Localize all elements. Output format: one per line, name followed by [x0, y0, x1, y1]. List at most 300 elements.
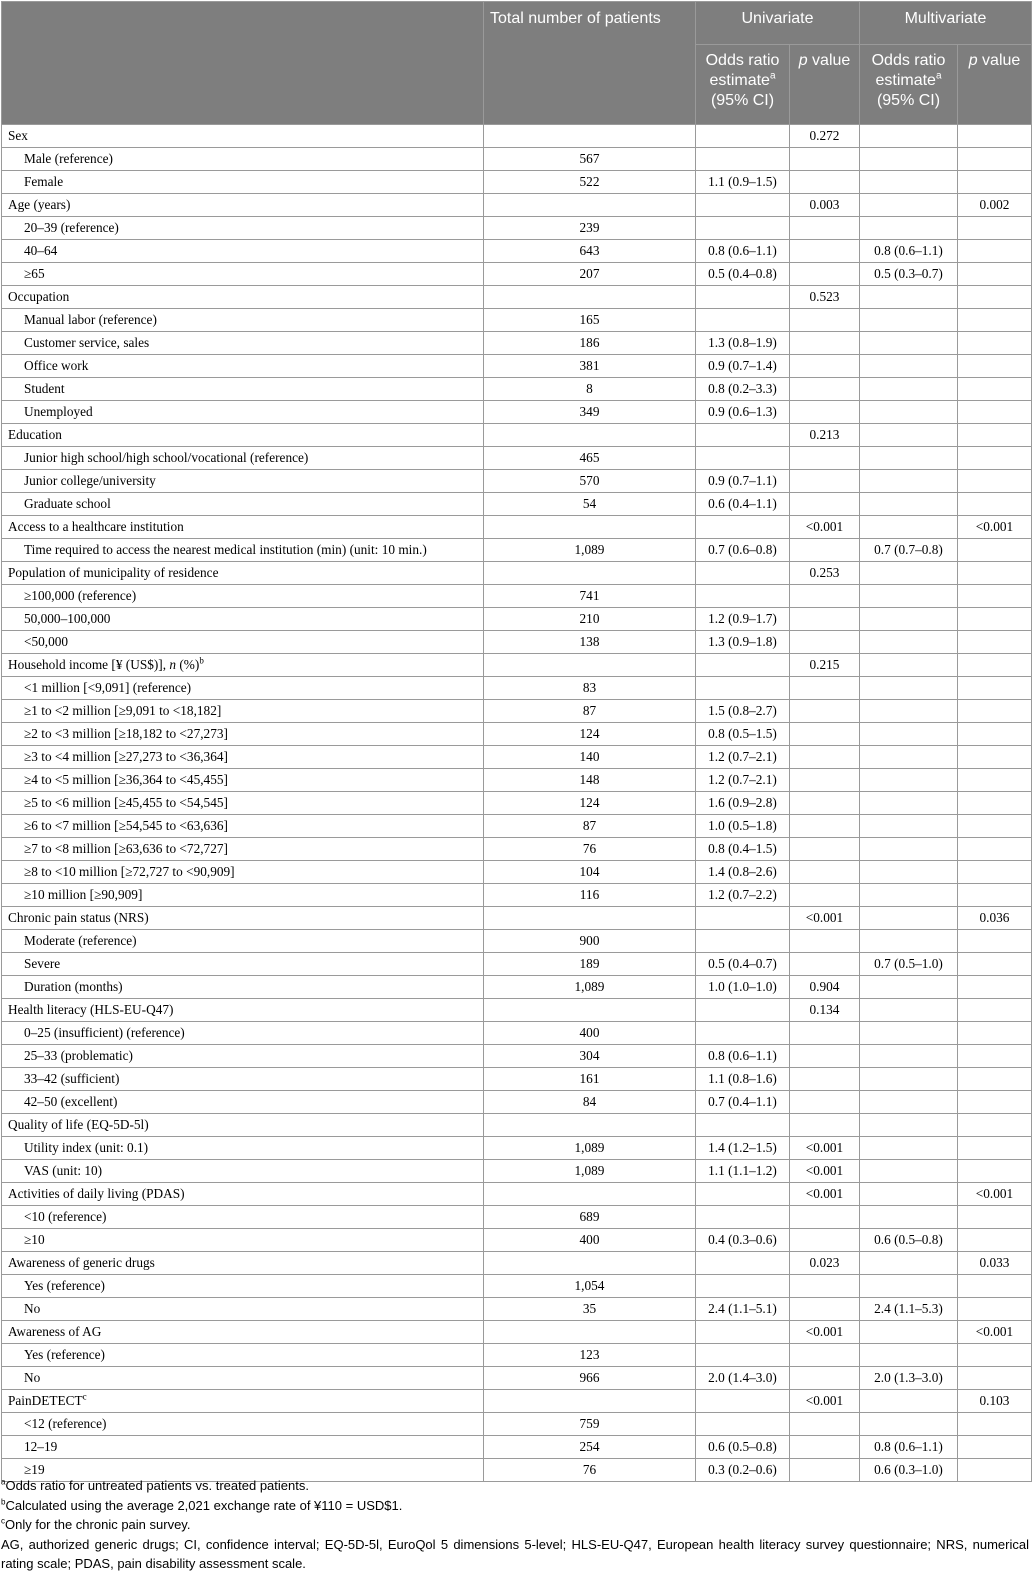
table-row	[2, 355, 1032, 378]
multivariate-odds-ratio-cell	[860, 631, 958, 654]
univariate-odds-ratio-cell: 0.9 (0.7–1.1)	[696, 470, 790, 493]
total-patients-cell: 304	[484, 1045, 696, 1068]
subcategory-label: <10 (reference)	[2, 1206, 484, 1229]
total-patients-cell: 1,089	[484, 539, 696, 562]
univariate-p-value-cell	[790, 447, 860, 470]
total-patients-cell: 1,054	[484, 1275, 696, 1298]
univariate-p-value-cell: 0.904	[790, 976, 860, 999]
subcategory-label: ≥3 to <4 million [≥27,273 to <36,364]	[2, 746, 484, 769]
multivariate-odds-ratio-cell	[860, 332, 958, 355]
total-patients-cell: 1,089	[484, 976, 696, 999]
table-row	[2, 723, 1032, 746]
total-patients-cell: 254	[484, 1436, 696, 1459]
univariate-p-value-cell	[790, 769, 860, 792]
total-patients-cell	[484, 125, 696, 148]
subcategory-label: Duration (months)	[2, 976, 484, 999]
footnote-c: $^c$Only for the chronic pain survey.	[1, 1516, 191, 1532]
subcategory-label: ≥65	[2, 263, 484, 286]
subcategory-label: ≥10 million [≥90,909]	[2, 884, 484, 907]
subcategory-label: Moderate (reference)	[2, 930, 484, 953]
univariate-odds-ratio-cell	[696, 148, 790, 171]
multivariate-p-value-cell	[958, 378, 1032, 401]
multivariate-p-value-cell	[958, 1367, 1032, 1390]
univariate-p-value-cell	[790, 1206, 860, 1229]
total-patients-cell	[484, 424, 696, 447]
category-label: Quality of life (EQ-5D-5l)	[2, 1114, 484, 1137]
subcategory-label: ≥7 to <8 million [≥63,636 to <72,727]	[2, 838, 484, 861]
multivariate-p-value-cell	[958, 884, 1032, 907]
multivariate-odds-ratio-cell: 0.8 (0.6–1.1)	[860, 240, 958, 263]
univariate-odds-ratio-cell	[696, 1114, 790, 1137]
subcategory-label: Manual labor (reference)	[2, 309, 484, 332]
univariate-odds-ratio-cell	[696, 309, 790, 332]
subcategory-label: No	[2, 1298, 484, 1321]
category-label: Age (years)	[2, 194, 484, 217]
univariate-p-value-cell	[790, 1068, 860, 1091]
multivariate-odds-ratio-cell	[860, 378, 958, 401]
total-patients-cell: 643	[484, 240, 696, 263]
multivariate-odds-ratio-cell	[860, 608, 958, 631]
univariate-p-value-cell	[790, 815, 860, 838]
multivariate-p-value-cell	[958, 1045, 1032, 1068]
univariate-p-value-cell	[790, 585, 860, 608]
univariate-odds-ratio-cell: 1.2 (0.7–2.2)	[696, 884, 790, 907]
multivariate-p-value-cell	[958, 562, 1032, 585]
table-row	[2, 769, 1032, 792]
category-label: Health literacy (HLS-EU-Q47)	[2, 999, 484, 1022]
multivariate-odds-ratio-cell	[860, 1045, 958, 1068]
univariate-p-value-cell: 0.213	[790, 424, 860, 447]
univariate-p-value-cell	[790, 1091, 860, 1114]
total-patients-cell: 189	[484, 953, 696, 976]
multivariate-p-value-cell: <0.001	[958, 1321, 1032, 1344]
multivariate-odds-ratio-cell: 2.0 (1.3–3.0)	[860, 1367, 958, 1390]
total-patients-cell: 8	[484, 378, 696, 401]
univariate-odds-ratio-cell: 0.5 (0.4–0.7)	[696, 953, 790, 976]
univariate-p-value-cell	[790, 631, 860, 654]
univariate-p-value-cell	[790, 1022, 860, 1045]
multivariate-odds-ratio-cell	[860, 1206, 958, 1229]
table-row	[2, 838, 1032, 861]
univariate-odds-ratio-cell: 0.3 (0.2–0.6)	[696, 1459, 790, 1482]
univariate-odds-ratio-cell	[696, 1413, 790, 1436]
subcategory-label: Yes (reference)	[2, 1344, 484, 1367]
total-patients-cell: 210	[484, 608, 696, 631]
univariate-odds-ratio-cell: 2.0 (1.4–3.0)	[696, 1367, 790, 1390]
table-row	[2, 1068, 1032, 1091]
category-label: Population of municipality of residence	[2, 562, 484, 585]
subcategory-label: Yes (reference)	[2, 1275, 484, 1298]
table-row	[2, 493, 1032, 516]
subcategory-label: <12 (reference)	[2, 1413, 484, 1436]
table-row	[2, 217, 1032, 240]
category-label: Activities of daily living (PDAS)	[2, 1183, 484, 1206]
table-row	[2, 1091, 1032, 1114]
subcategory-label: Severe	[2, 953, 484, 976]
multivariate-p-value-cell	[958, 1137, 1032, 1160]
total-patients-cell	[484, 999, 696, 1022]
univariate-odds-ratio-cell	[696, 1321, 790, 1344]
univariate-p-value-cell: <0.001	[790, 907, 860, 930]
subcategory-label: 12–19	[2, 1436, 484, 1459]
multivariate-p-value-cell	[958, 1229, 1032, 1252]
univariate-p-value-cell	[790, 1436, 860, 1459]
category-label: PainDETECT$^c$	[2, 1390, 484, 1413]
univariate-odds-ratio-cell	[696, 1206, 790, 1229]
category-label: Awareness of AG	[2, 1321, 484, 1344]
multivariate-p-value-cell	[958, 769, 1032, 792]
table-row	[2, 1413, 1032, 1436]
multivariate-p-value-cell	[958, 424, 1032, 447]
multivariate-odds-ratio-cell	[860, 1275, 958, 1298]
subcategory-label: ≥2 to <3 million [≥18,182 to <27,273]	[2, 723, 484, 746]
univariate-odds-ratio-cell	[696, 907, 790, 930]
univariate-p-value-cell	[790, 861, 860, 884]
univariate-p-value-cell	[790, 171, 860, 194]
multivariate-odds-ratio-cell	[860, 700, 958, 723]
univariate-odds-ratio-cell: 1.0 (1.0–1.0)	[696, 976, 790, 999]
univariate-p-value-cell	[790, 263, 860, 286]
total-patients-cell	[484, 907, 696, 930]
multivariate-p-value-cell	[958, 240, 1032, 263]
category-label: Sex	[2, 125, 484, 148]
table-row	[2, 700, 1032, 723]
table-row	[2, 148, 1032, 171]
subcategory-label: 0–25 (insufficient) (reference)	[2, 1022, 484, 1045]
total-patients-cell: 567	[484, 148, 696, 171]
table-row	[2, 1137, 1032, 1160]
univariate-odds-ratio-cell	[696, 424, 790, 447]
table-row	[2, 792, 1032, 815]
subcategory-label: Junior high school/high school/vocational (reference)	[2, 447, 484, 470]
multivariate-p-value-cell	[958, 217, 1032, 240]
footnote-a: $^a$Odds ratio for untreated patients vs. treated patients.	[1, 1477, 309, 1493]
subcategory-label: 40–64	[2, 240, 484, 263]
univariate-odds-ratio-cell	[696, 1390, 790, 1413]
univariate-odds-ratio-cell	[696, 585, 790, 608]
univariate-p-value-header: p value	[790, 45, 860, 125]
multivariate-odds-ratio-cell: 0.6 (0.5–0.8)	[860, 1229, 958, 1252]
univariate-odds-ratio-cell	[696, 1022, 790, 1045]
total-patients-cell: 966	[484, 1367, 696, 1390]
univariate-p-value-cell	[790, 723, 860, 746]
table-row-category	[2, 194, 1032, 217]
total-patients-cell: 381	[484, 355, 696, 378]
table-row	[2, 930, 1032, 953]
total-patients-cell: 35	[484, 1298, 696, 1321]
total-patients-cell: 900	[484, 930, 696, 953]
multivariate-p-value-cell	[958, 1091, 1032, 1114]
univariate-p-value-cell: 0.215	[790, 654, 860, 677]
subcategory-label: Utility index (unit: 0.1)	[2, 1137, 484, 1160]
table-row	[2, 1436, 1032, 1459]
multivariate-p-value-cell	[958, 654, 1032, 677]
subcategory-label: No	[2, 1367, 484, 1390]
univariate-p-value-cell: <0.001	[790, 1183, 860, 1206]
univariate-p-value-cell	[790, 1045, 860, 1068]
total-patients-cell	[484, 562, 696, 585]
total-patients-cell: 522	[484, 171, 696, 194]
univariate-p-value-cell	[790, 608, 860, 631]
multivariate-odds-ratio-cell	[860, 309, 958, 332]
total-patients-cell: 124	[484, 792, 696, 815]
table-row-category	[2, 1321, 1032, 1344]
multivariate-odds-ratio-cell: 0.8 (0.6–1.1)	[860, 1436, 958, 1459]
subcategory-label: Male (reference)	[2, 148, 484, 171]
subcategory-label: 33–42 (sufficient)	[2, 1068, 484, 1091]
multivariate-odds-ratio-cell	[860, 769, 958, 792]
multivariate-odds-ratio-cell	[860, 194, 958, 217]
table-row	[2, 1367, 1032, 1390]
total-patients-cell: 84	[484, 1091, 696, 1114]
univariate-odds-ratio-cell: 0.5 (0.4–0.8)	[696, 263, 790, 286]
univariate-p-value-cell	[790, 792, 860, 815]
subcategory-label: VAS (unit: 10)	[2, 1160, 484, 1183]
total-patients-cell: 87	[484, 815, 696, 838]
multivariate-p-value-cell	[958, 1413, 1032, 1436]
univariate-p-value-cell	[790, 838, 860, 861]
subcategory-label: Female	[2, 171, 484, 194]
univariate-odds-ratio-header: Odds ratio estimate$^a$ (95% CI)	[696, 45, 790, 125]
univariate-odds-ratio-cell: 1.3 (0.9–1.8)	[696, 631, 790, 654]
table-row-category	[2, 1114, 1032, 1137]
total-patients-cell: 465	[484, 447, 696, 470]
total-patients-cell: 239	[484, 217, 696, 240]
variable-column-header	[2, 2, 484, 125]
multivariate-odds-ratio-cell	[860, 1252, 958, 1275]
multivariate-odds-ratio-cell	[860, 930, 958, 953]
multivariate-odds-ratio-cell	[860, 516, 958, 539]
subcategory-label: 42–50 (excellent)	[2, 1091, 484, 1114]
table-row	[2, 631, 1032, 654]
subcategory-label: ≥8 to <10 million [≥72,727 to <90,909]	[2, 861, 484, 884]
table-row	[2, 746, 1032, 769]
univariate-odds-ratio-cell: 1.2 (0.9–1.7)	[696, 608, 790, 631]
table-row-category	[2, 907, 1032, 930]
univariate-odds-ratio-cell: 0.7 (0.4–1.1)	[696, 1091, 790, 1114]
multivariate-odds-ratio-cell	[860, 1160, 958, 1183]
multivariate-odds-ratio-cell	[860, 723, 958, 746]
univariate-odds-ratio-cell	[696, 194, 790, 217]
table-row	[2, 332, 1032, 355]
multivariate-odds-ratio-cell	[860, 424, 958, 447]
category-label: Household income [¥ (US$)], n (%)$^b$	[2, 654, 484, 677]
table-row	[2, 608, 1032, 631]
multivariate-odds-ratio-header: Odds ratio estimate$^a$ (95% CI)	[860, 45, 958, 125]
total-patients-cell: 1,089	[484, 1160, 696, 1183]
univariate-p-value-cell	[790, 1229, 860, 1252]
multivariate-odds-ratio-cell	[860, 861, 958, 884]
total-patients-cell	[484, 1114, 696, 1137]
total-patients-cell: 83	[484, 677, 696, 700]
multivariate-odds-ratio-cell	[860, 1022, 958, 1045]
multivariate-odds-ratio-cell	[860, 355, 958, 378]
univariate-p-value-cell	[790, 1344, 860, 1367]
univariate-p-value-cell: 0.272	[790, 125, 860, 148]
table-row	[2, 401, 1032, 424]
multivariate-p-value-cell	[958, 1206, 1032, 1229]
table-row	[2, 1298, 1032, 1321]
univariate-odds-ratio-cell	[696, 125, 790, 148]
table-row-category	[2, 424, 1032, 447]
multivariate-p-value-cell	[958, 1436, 1032, 1459]
univariate-odds-ratio-cell	[696, 1183, 790, 1206]
univariate-p-value-cell	[790, 884, 860, 907]
univariate-p-value-cell	[790, 240, 860, 263]
table-row	[2, 1275, 1032, 1298]
total-patients-cell: 124	[484, 723, 696, 746]
univariate-p-value-cell	[790, 401, 860, 424]
multivariate-odds-ratio-cell	[860, 125, 958, 148]
multivariate-odds-ratio-cell	[860, 815, 958, 838]
multivariate-p-value-cell	[958, 746, 1032, 769]
univariate-p-value-cell	[790, 930, 860, 953]
category-label: Education	[2, 424, 484, 447]
total-patients-cell	[484, 1390, 696, 1413]
subcategory-label: Customer service, sales	[2, 332, 484, 355]
multivariate-odds-ratio-cell	[860, 976, 958, 999]
multivariate-p-value-cell	[958, 585, 1032, 608]
multivariate-p-value-cell	[958, 447, 1032, 470]
multivariate-p-value-cell	[958, 861, 1032, 884]
univariate-p-value-cell	[790, 1298, 860, 1321]
univariate-p-value-cell	[790, 700, 860, 723]
multivariate-odds-ratio-cell	[860, 286, 958, 309]
univariate-p-value-cell: 0.003	[790, 194, 860, 217]
univariate-odds-ratio-cell	[696, 930, 790, 953]
univariate-p-value-cell	[790, 148, 860, 171]
univariate-p-value-cell	[790, 332, 860, 355]
total-patients-cell: 116	[484, 884, 696, 907]
univariate-p-value-cell: <0.001	[790, 1321, 860, 1344]
footnote-b: $^b$Calculated using the average 2,021 exchange rate of ¥110 = USD$1.	[1, 1497, 403, 1513]
univariate-odds-ratio-cell	[696, 999, 790, 1022]
table-row	[2, 1206, 1032, 1229]
total-patients-cell	[484, 1183, 696, 1206]
multivariate-odds-ratio-cell	[860, 1413, 958, 1436]
total-patients-cell: 741	[484, 585, 696, 608]
univariate-odds-ratio-cell: 1.1 (1.1–1.2)	[696, 1160, 790, 1183]
multivariate-odds-ratio-cell	[860, 1114, 958, 1137]
category-label: Occupation	[2, 286, 484, 309]
multivariate-p-value-cell	[958, 1298, 1032, 1321]
univariate-p-value-cell: <0.001	[790, 516, 860, 539]
subcategory-label: ≥6 to <7 million [≥54,545 to <63,636]	[2, 815, 484, 838]
multivariate-p-value-cell	[958, 1344, 1032, 1367]
multivariate-p-value-cell	[958, 332, 1032, 355]
table-row-category	[2, 125, 1032, 148]
table-row	[2, 309, 1032, 332]
univariate-p-value-cell	[790, 539, 860, 562]
univariate-odds-ratio-cell: 1.5 (0.8–2.7)	[696, 700, 790, 723]
univariate-odds-ratio-cell	[696, 654, 790, 677]
total-patients-cell: 400	[484, 1229, 696, 1252]
multivariate-odds-ratio-cell: 0.5 (0.3–0.7)	[860, 263, 958, 286]
multivariate-p-value-cell	[958, 999, 1032, 1022]
multivariate-p-value-cell	[958, 539, 1032, 562]
table-row	[2, 470, 1032, 493]
univariate-odds-ratio-cell	[696, 217, 790, 240]
table-row-category	[2, 562, 1032, 585]
multivariate-p-value-cell	[958, 631, 1032, 654]
table-row-category	[2, 1252, 1032, 1275]
multivariate-odds-ratio-cell	[860, 470, 958, 493]
multivariate-odds-ratio-cell	[860, 1390, 958, 1413]
results-table	[1, 1, 1032, 1482]
univariate-p-value-cell	[790, 746, 860, 769]
univariate-p-value-cell	[790, 1367, 860, 1390]
multivariate-p-value-cell	[958, 953, 1032, 976]
multivariate-odds-ratio-cell	[860, 401, 958, 424]
table-row	[2, 677, 1032, 700]
univariate-odds-ratio-cell: 1.4 (1.2–1.5)	[696, 1137, 790, 1160]
total-patients-cell: 138	[484, 631, 696, 654]
multivariate-odds-ratio-cell	[860, 1137, 958, 1160]
total-patients-cell	[484, 1321, 696, 1344]
multivariate-p-value-cell	[958, 815, 1032, 838]
table-row	[2, 1022, 1032, 1045]
multivariate-odds-ratio-cell	[860, 562, 958, 585]
table-row-category	[2, 999, 1032, 1022]
table-row	[2, 1344, 1032, 1367]
subcategory-label: Unemployed	[2, 401, 484, 424]
univariate-odds-ratio-cell	[696, 286, 790, 309]
univariate-header: Univariate	[696, 2, 860, 45]
total-patients-cell: 76	[484, 838, 696, 861]
subcategory-label: ≥10	[2, 1229, 484, 1252]
table-row-category	[2, 286, 1032, 309]
table-body	[2, 125, 1032, 1482]
table-row	[2, 171, 1032, 194]
univariate-p-value-cell: <0.001	[790, 1137, 860, 1160]
subcategory-label: 25–33 (problematic)	[2, 1045, 484, 1068]
univariate-odds-ratio-cell: 1.2 (0.7–2.1)	[696, 746, 790, 769]
multivariate-odds-ratio-cell	[860, 1183, 958, 1206]
multivariate-p-value-cell: 0.036	[958, 907, 1032, 930]
univariate-odds-ratio-cell: 1.0 (0.5–1.8)	[696, 815, 790, 838]
univariate-p-value-cell: <0.001	[790, 1390, 860, 1413]
subcategory-label: ≥5 to <6 million [≥45,455 to <54,545]	[2, 792, 484, 815]
subcategory-label: Junior college/university	[2, 470, 484, 493]
univariate-odds-ratio-cell: 0.8 (0.4–1.5)	[696, 838, 790, 861]
table-row	[2, 976, 1032, 999]
category-label: Access to a healthcare institution	[2, 516, 484, 539]
total-patients-cell: 76	[484, 1459, 696, 1482]
subcategory-label: ≥19	[2, 1459, 484, 1482]
table-row	[2, 953, 1032, 976]
multivariate-p-value-cell	[958, 1114, 1032, 1137]
multivariate-p-value-cell	[958, 1275, 1032, 1298]
univariate-p-value-cell	[790, 355, 860, 378]
univariate-p-value-cell	[790, 470, 860, 493]
multivariate-odds-ratio-cell	[860, 746, 958, 769]
subcategory-label: Time required to access the nearest medical institution (min) (unit: 10 min.)	[2, 539, 484, 562]
total-patients-cell: 165	[484, 309, 696, 332]
multivariate-p-value-cell	[958, 1068, 1032, 1091]
total-patients-cell: 123	[484, 1344, 696, 1367]
multivariate-odds-ratio-cell: 0.7 (0.5–1.0)	[860, 953, 958, 976]
multivariate-p-value-cell	[958, 700, 1032, 723]
multivariate-odds-ratio-cell	[860, 1344, 958, 1367]
table-row-category	[2, 516, 1032, 539]
univariate-odds-ratio-cell	[696, 1344, 790, 1367]
univariate-p-value-cell	[790, 677, 860, 700]
univariate-p-value-cell	[790, 378, 860, 401]
table-row	[2, 240, 1032, 263]
table-row	[2, 263, 1032, 286]
univariate-odds-ratio-cell: 0.7 (0.6–0.8)	[696, 539, 790, 562]
multivariate-p-value-cell	[958, 677, 1032, 700]
